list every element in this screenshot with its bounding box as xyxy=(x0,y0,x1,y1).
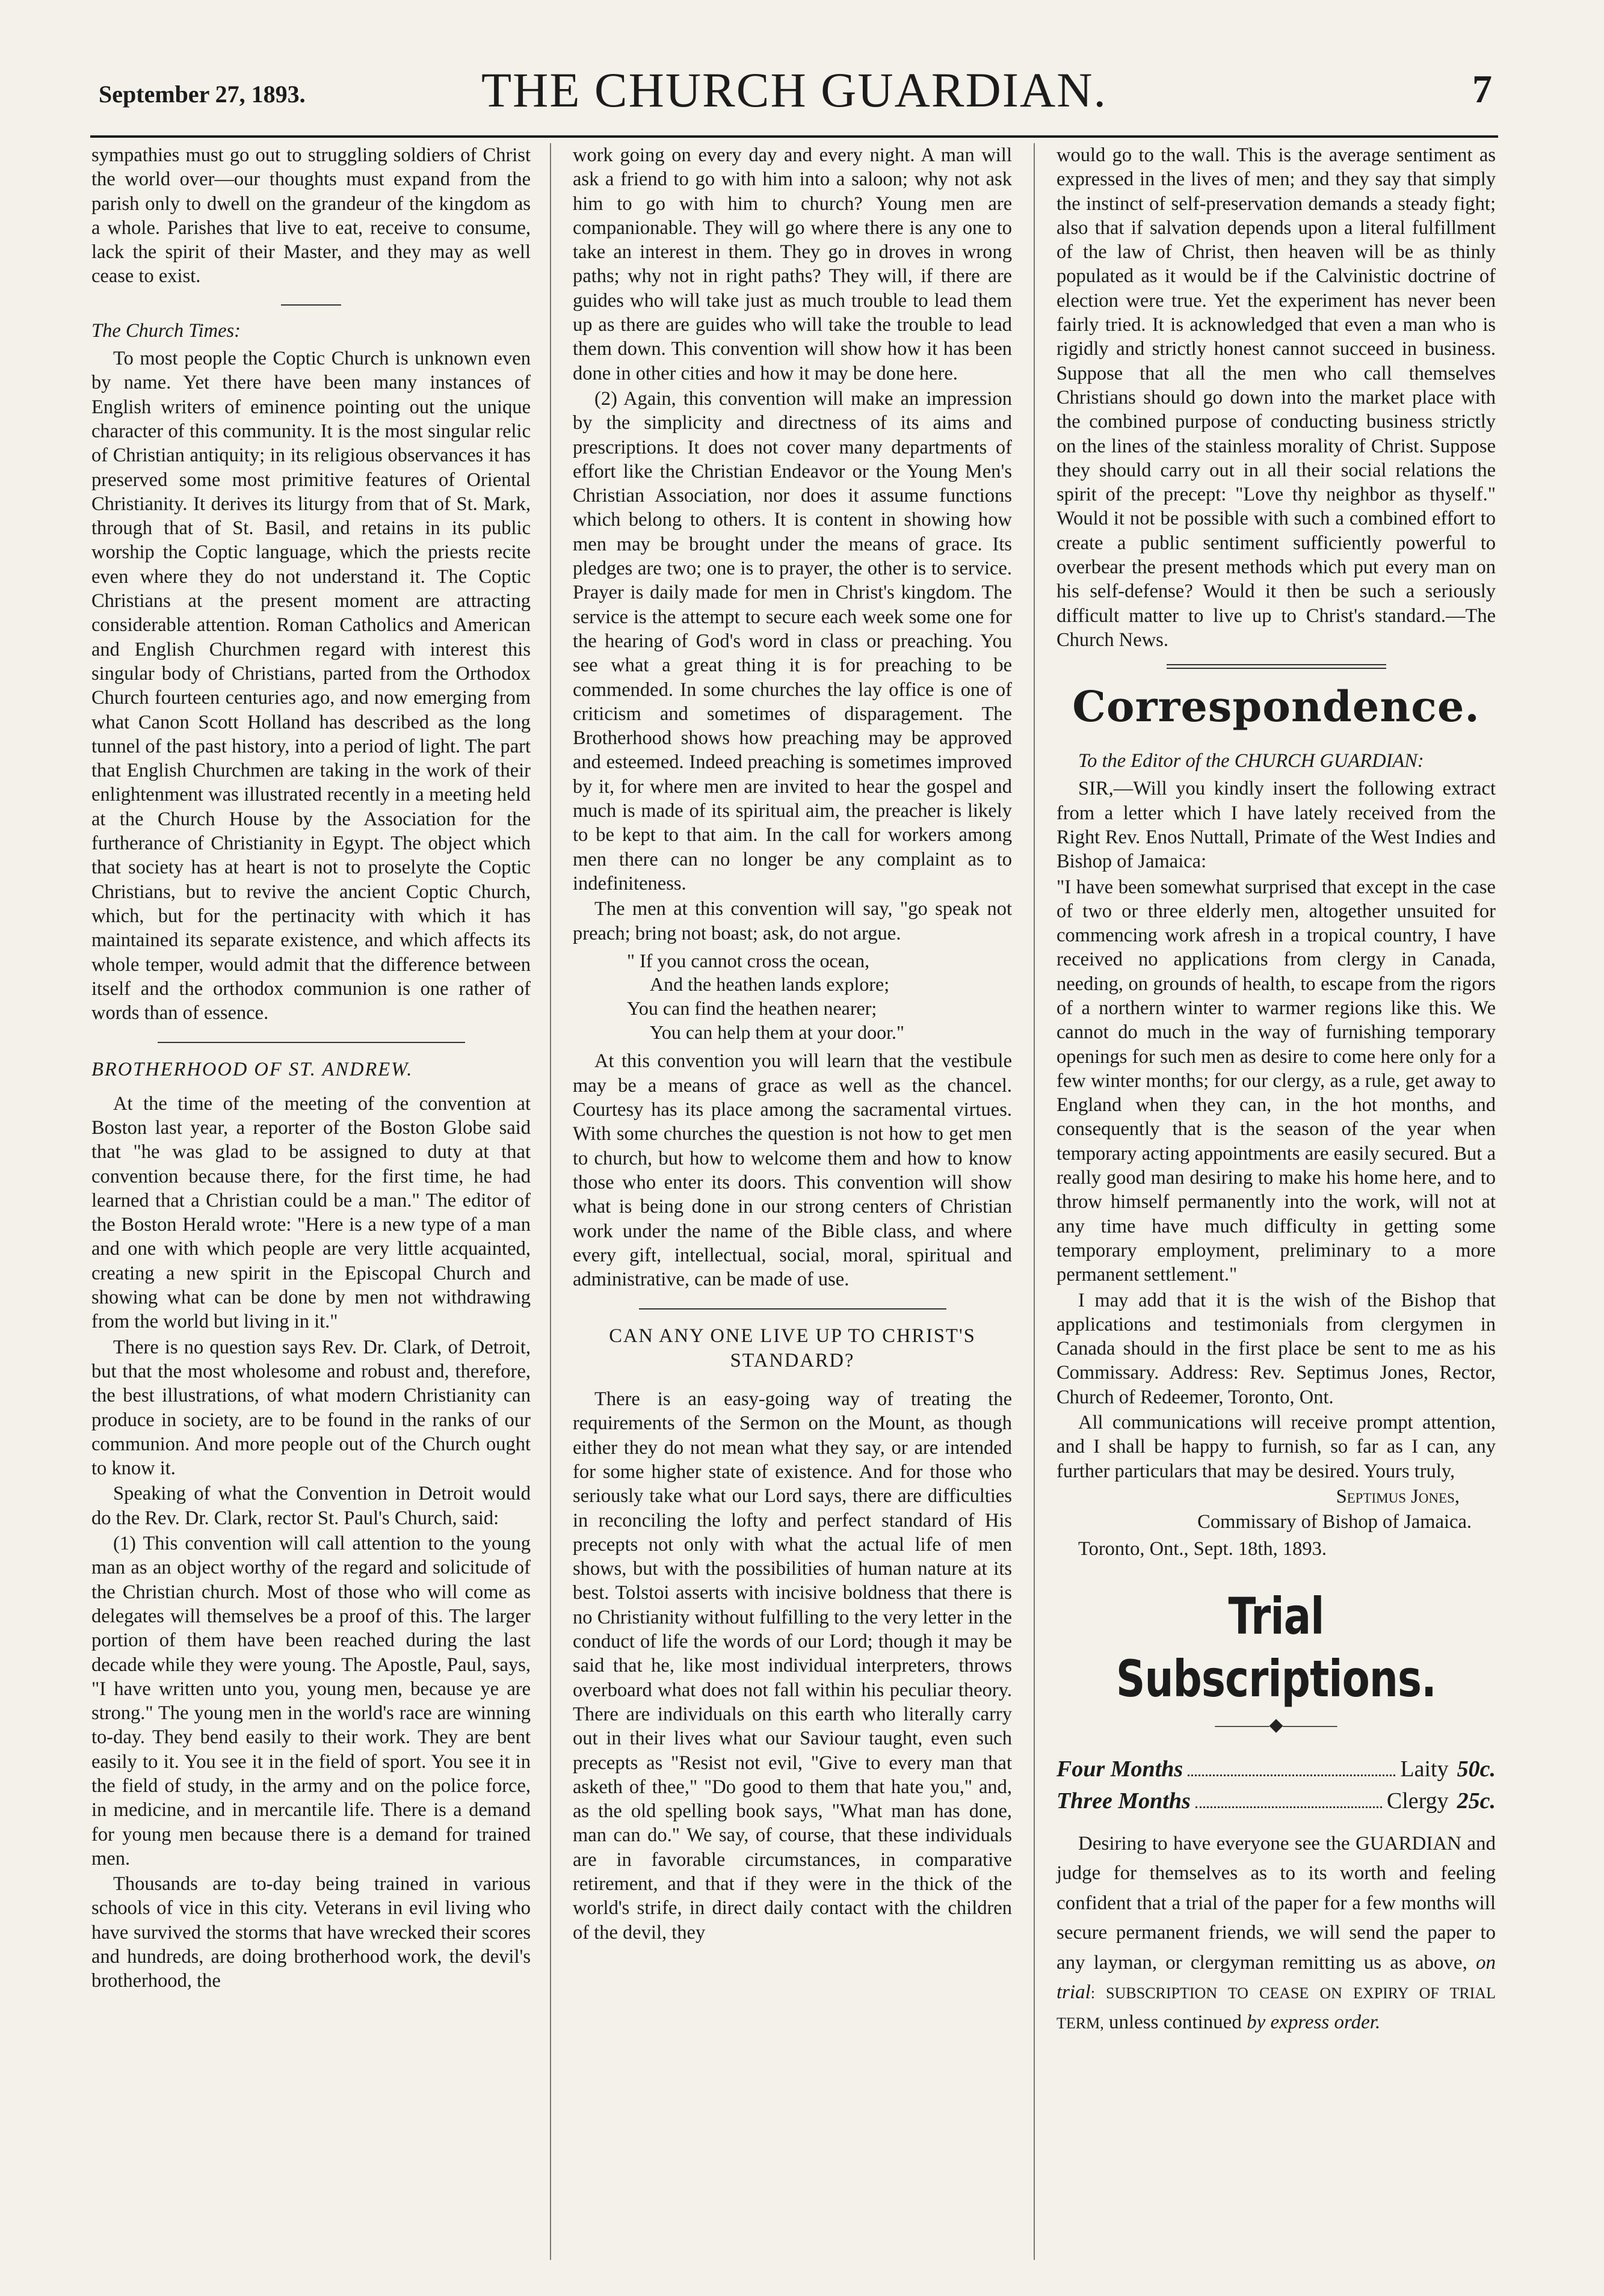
article-paragraph: At this convention you will learn that the vestibule may be a means of grace as well as the chancel. Courtesy has its place among the sacramental virtues. With some churches the question is not how to get men to church, but how to welcome them and how to know those who enter its doors. This convention will show what is being done in our strong centers of Christian work under the name of the Bible class, and where every gift, intellectual, social, moral, spiritual and administrative, can be made of use. xyxy=(573,1050,1012,1291)
trial-caps-text: : SUBSCRIPTION TO CEASE ON EXPIRY OF TRIAL TERM, xyxy=(1056,1984,1496,2032)
trial-text: unless continued xyxy=(1108,2011,1242,2033)
page-number: 7 xyxy=(1472,67,1492,111)
separator-rule xyxy=(1167,664,1386,669)
price-row xyxy=(1056,1755,1496,1784)
separator-rule xyxy=(639,1308,946,1310)
dot-leader xyxy=(1195,1806,1382,1808)
article-paragraph: There is no question says Rev. Dr. Clark, of Detroit, but that the most wholesome and robust and, therefore, the best illustrations, of what modern Christianity can produce in society, are to be found in the ranks of our communion. And more people out of the Church ought to know it. xyxy=(91,1336,531,1480)
price-audience: Clergy xyxy=(1386,1788,1449,1814)
newspaper-title: THE CHURCH GUARDIAN. xyxy=(481,63,1107,117)
source-citation: The Church Times: xyxy=(91,319,241,342)
article-paragraph: At the time of the meeting of the convention at Boston last year, a reporter of the Boston Globe said that "he was glad to be assigned to duty at that convention because there, for the first time, he had learned that a Christian could be a man." The editor of the Boston Herald wrote: "Here is a new type of a man and one with which people are very little acquainted, creating a new spirit in the Episcopal Church and showing what can be done by men not withdrawing from the world but living in it." xyxy=(91,1092,531,1333)
price-term: Three Months xyxy=(1056,1788,1191,1814)
correspondence-heading: Correspondence. xyxy=(1072,682,1480,732)
column-3 xyxy=(1056,143,1496,2039)
article-paragraph: Speaking of what the Convention in Detroit would do the Rev. Dr. Clark, rector St. Paul's Church, said: xyxy=(91,1483,531,1529)
article-paragraph: (1) This convention will call attention to the young man as an object worthy of the regard and solicitude of the Christian church. Most of those who will come as delegates will themselves be a proof of this. The larger portion of them have been reached during the last decade while they were young. The Apostle, Paul, says, "I have written unto you, young men, because ye are strong." The young men in the world's race are winning to-day. They bend easily to their work. They are bent easily to it. You see it in the field of sport. You see it in the field of study, in the army and on the police force, in medicine, and in mercantile life. There is a demand for young men because there is a demand for trained men. xyxy=(91,1533,531,1870)
quote-paragraph: "I have been somewhat surprised that except in the case of two or three elderly men, altogether unsuited for commencing work afresh in a tropical country, I have received no applications from clergy in Canada, needing, on grounds of health, to escape from the rigors of a northern winter to warmer regions like this. We cannot do much in the way of furnishing temporary openings for such men as desire to come here only for a few winter months; for our clergy, as a rule, get away to England when they can, in the hot months, and consequently that is the season of the year when temporary acting appointments are easily secured. But a really good man desiring to make his home here, and to throw himself permanently into the work, will not at any time have much difficulty in getting some temporary employment, preliminary to a more permanent settlement." xyxy=(1056,876,1496,1286)
dot-leader xyxy=(1188,1774,1395,1776)
column-2 xyxy=(573,143,1012,1946)
letter-paragraph: I may add that it is the wish of the Bishop that applications and testimonials from clergymen in Canada should in the first place be sent to me as his Commissary. Address: Rev. Septimus Jones, Rector, Church of Redeemer, Toronto, Ont. xyxy=(1056,1289,1496,1408)
trial-emphasis: by express order. xyxy=(1247,2011,1381,2033)
signature-title: Commissary of Bishop of Jamaica. xyxy=(1197,1511,1472,1533)
trial-description xyxy=(1056,1829,1496,2038)
poem-line: " If you cannot cross the ocean, xyxy=(627,949,870,971)
letter xyxy=(1056,749,1496,1561)
price-amount: 25c. xyxy=(1457,1788,1496,1814)
separator-rule xyxy=(158,1042,465,1043)
trial-subscriptions-heading: Trial Subscriptions. xyxy=(1116,1586,1436,1708)
article-paragraph: There is an easy-going way of treating the requirements of the Sermon on the Mount, as though either they do not mean what they say, or are intended for some higher state of existence. And for those who seriously take what our Lord says, there are difficulties in reconciling the lofty and perfect standard of His precepts not only with what the actual life of men shows, but with the possibilities of human nature at its best. Tolstoi asserts with incisive boldness that there is no Christianity without fulfilling to the very letter in the conduct of life the words of our Lord; though it may be said that he, like most individual interpreters, throws overboard what does not fall within his peculiar theory. There are individuals on this earth who literally carry out in their lives what our Saviour taught, even such precepts as "Resist not evil, "Give to every man that asketh of thee," "Do good to them that hate you," and, as the old spelling book says, "What man has done, man can do." We say, of course, that these individuals are in favorable circumstances, in comparative retirement, and that if they were in the thick of the world's strife, in direct daily contact with the children of the devil, they xyxy=(573,1388,1012,1944)
trial-text: Desiring to have everyone see the GUARDIAN and judge for themselves as to its worth and feeling confident that a trial of the paper for a few months will secure permanent friends, we will send the paper to any layman, or clergyman remitting us as above, xyxy=(1056,1832,1496,1974)
letter-paragraph: SIR,—Will you kindly insert the following extract from a letter which I have lately received from the Right Rev. Enos Nuttall, Primate of the West Indies and Bishop of Jamaica: xyxy=(1056,778,1496,873)
poem-line: And the heathen lands explore; xyxy=(650,973,890,996)
issue-date: September 27, 1893. xyxy=(99,81,306,108)
trial-emphasis: on trial xyxy=(1056,1951,1496,2004)
letter-salutation: To the Editor of the CHURCH GUARDIAN: xyxy=(1078,750,1424,772)
separator-rule xyxy=(281,304,341,306)
letter-paragraph: All communications will receive prompt attention, and I shall be happy to furnish, so far as I can, any further particulars that may be desired. Yours truly, xyxy=(1056,1412,1496,1482)
section-heading: BROTHERHOOD OF ST. ANDREW. xyxy=(91,1059,413,1081)
article-paragraph: work going on every day and every night. A man will ask a friend to go with him into a saloon; why not ask him to go with him to church? Young men are companionable. They will go where there is any one to take an interest in them. They go in droves in wrong paths; why not in right paths? They will, if there are guides who will take just as much trouble to lead them up as there are guides who will take the trouble to lead them down. This convention will show how it has been done in other cities and how it may be done here. xyxy=(573,144,1012,384)
column-divider xyxy=(550,143,551,2260)
letter-dateline: Toronto, Ont., Sept. 18th, 1893. xyxy=(1078,1537,1327,1560)
poem-line: You can help them at your door." xyxy=(650,1021,905,1043)
poem-line: You can find the heathen nearer; xyxy=(627,997,877,1020)
masthead xyxy=(90,57,1498,138)
article-paragraph: sympathies must go out to struggling soldiers of Christ the world over—our thoughts must expand from the parish only to dwell on the grandeur of the kingdom as a whole. Parishes that live to eat, receive to consume, lack the spirit of their Master, and they may as well cease to exist. xyxy=(91,144,531,288)
article-paragraph: (2) Again, this convention will make an impression by the simplicity and directness of its aims and prescriptions. It does not cover many departments of effort like the Christian Endeavor or the Young Men's Christian Association, nor does it assume functions which belong to others. It is content in showing how men may be brought under the means of grace. Its pledges are two; one is to prayer, the other is to service. Prayer is daily made for men in Christ's kingdom. The service is the attempt to secure each week some one for the hearing of God's word in class or preaching. You see what a great thing it is for preaching to be commended. In some churches the lay office is one of criticism and sometimes of disparagement. The Brotherhood shows how preaching may be approved and esteemed. Indeed preaching is sometimes improved by it, for where men are invited to hear the gospel and much is made of its spiritual aim, the preacher is likely to be kept to that aim. In the call for workers among men there can no longer be any complaint as to indefiniteness. xyxy=(573,387,1012,894)
article-paragraph: Thousands are to-day being trained in various schools of vice in this city. Veterans in evil living who have survived the storms that have wrecked their scores and hundreds, are doing brotherhood work, the devil's brotherhood, the xyxy=(91,1873,531,1992)
column-divider xyxy=(1034,143,1035,2260)
article-paragraph: would go to the wall. This is the average sentiment as expressed in the lives of men; and they say that simply the instinct of self-preservation demands a steady fight; also that if salvation depends upon a literal fulfillment of the law of Christ, then heaven will be as thinly populated as it would be if the Calvinistic doctrine of election were true. Yet the experiment has never been fairly tried. It is acknowledged that even a man who is rigidly and strictly honest cannot succeed in business. Suppose that all the men who call themselves Christians should go down into the market place with the combined purpose of conducting business strictly on the lines of the stainless morality of Christ. Suppose they should carry out in all their social relations the spirit of the precept: "Love thy neighbor as thyself." Would it not be possible with such a combined effort to create a public sentiment sufficiently powerful to overbear the present methods which put every man on his self-defense? Would it then be such a seriously difficult matter to live up to Christ's standard.—The Church News. xyxy=(1056,144,1496,651)
article-paragraph: To most people the Coptic Church is unknown even by name. Yet there have been many instances of English writers of eminence pointing out the unique character of this community. It is the most singular relic of Christian antiquity; in its religious observances it has preserved some most primitive features of Oriental Christianity. It derives its liturgy from that of St. Mark, through that of St. Basil, and retains in its public worship the Coptic language, which the priests recite even where they do not understand it. The Coptic Christians at the present moment are attracting considerable attention. Roman Catholics and American and English Churchmen regard with interest this singular body of Christians, parted from the Orthodox Church fourteen centuries ago, and now emerging from what Canon Scott Holland has described as the long tunnel of the past history, into a period of light. The part that English Churchmen are taking in the work of their enlightenment was illustrated recently in a meeting held at the Church House by the Association for the furtherance of Christianity in Egypt. The object which that society has at heart is not to proselyte the Coptic Christians, but to revive the ancient Coptic Church, which, but for the pertinacity with which it has maintained its separate existence, and which affects its whole temper, would admit that the difference between itself and the orthodox communion is one rather of words than of essence. xyxy=(91,348,531,1024)
poem-verse xyxy=(627,949,1012,1045)
article-paragraph: The men at this convention will say, "go speak not preach; bring not boast; ask, do not argue. xyxy=(573,898,1012,944)
price-amount: 50c. xyxy=(1457,1756,1496,1782)
ornament-divider: ———◆——— xyxy=(1215,1715,1337,1735)
signature-name: Septimus Jones, xyxy=(1336,1485,1460,1507)
price-row xyxy=(1056,1787,1496,1815)
column-1 xyxy=(91,143,531,1995)
letter-quote xyxy=(1056,875,1496,1287)
price-audience: Laity xyxy=(1400,1756,1449,1782)
section-heading: CAN ANY ONE LIVE UP TO CHRIST'S STANDARD? xyxy=(609,1325,976,1371)
price-term: Four Months xyxy=(1056,1756,1183,1782)
